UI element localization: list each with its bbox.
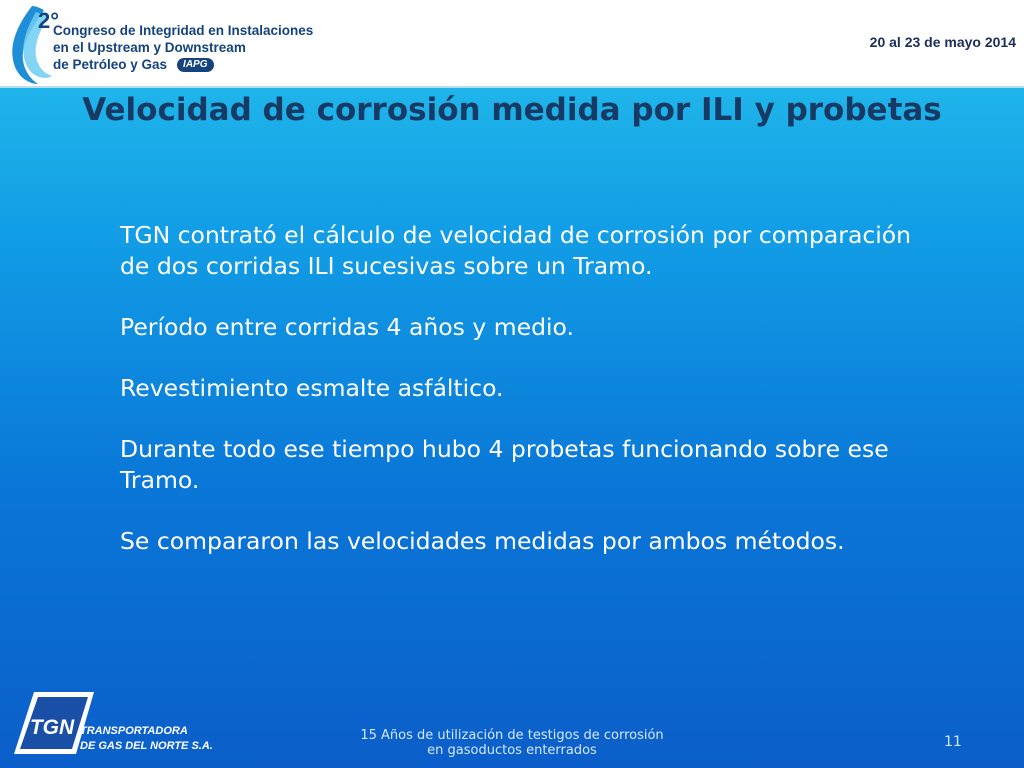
footer-caption-line-1: 15 Años de utilización de testigos de corrosión	[360, 728, 664, 743]
event-date: 20 al 23 de mayo 2014	[869, 34, 1016, 50]
congress-name	[53, 22, 313, 73]
congress-line-2: en el Upstream y Downstream	[53, 40, 246, 55]
logo-numeral: 2°	[38, 8, 60, 33]
congress-header	[0, 0, 1024, 88]
tgn-logo-text: TGN	[29, 716, 75, 739]
slide-title: Velocidad de corrosión medida por ILI y probetas	[82, 92, 942, 128]
congress-line-3: de Petróleo y Gas IAPG	[53, 56, 313, 73]
paragraph-4: Durante todo ese tiempo hubo 4 probetas funcionando sobre ese Tramo.	[120, 435, 889, 494]
footer-caption-line-2: en gasoductos enterrados	[427, 743, 597, 758]
iapg-badge: IAPG	[177, 58, 213, 72]
page-number: 11	[944, 734, 962, 750]
company-line-2: DE GAS DEL NORTE S.A.	[80, 740, 213, 752]
paragraph-1: TGN contrató el cálculo de velocidad de corrosión por comparación de dos corridas ILI sucesivas sobre un Tramo.	[120, 221, 912, 280]
footer-caption	[332, 728, 692, 758]
congress-line-1: Congreso de Integridad en Instalaciones	[53, 23, 314, 38]
company-line-1: TRANSPORTADORA	[80, 725, 188, 737]
paragraph-3: Revestimiento esmalte asfáltico.	[120, 374, 504, 402]
paragraph-5: Se compararon las velocidades medidas por ambos métodos.	[120, 527, 845, 555]
company-name	[80, 724, 213, 754]
slide-body	[120, 220, 940, 587]
paragraph-2: Período entre corridas 4 años y medio.	[120, 313, 574, 341]
